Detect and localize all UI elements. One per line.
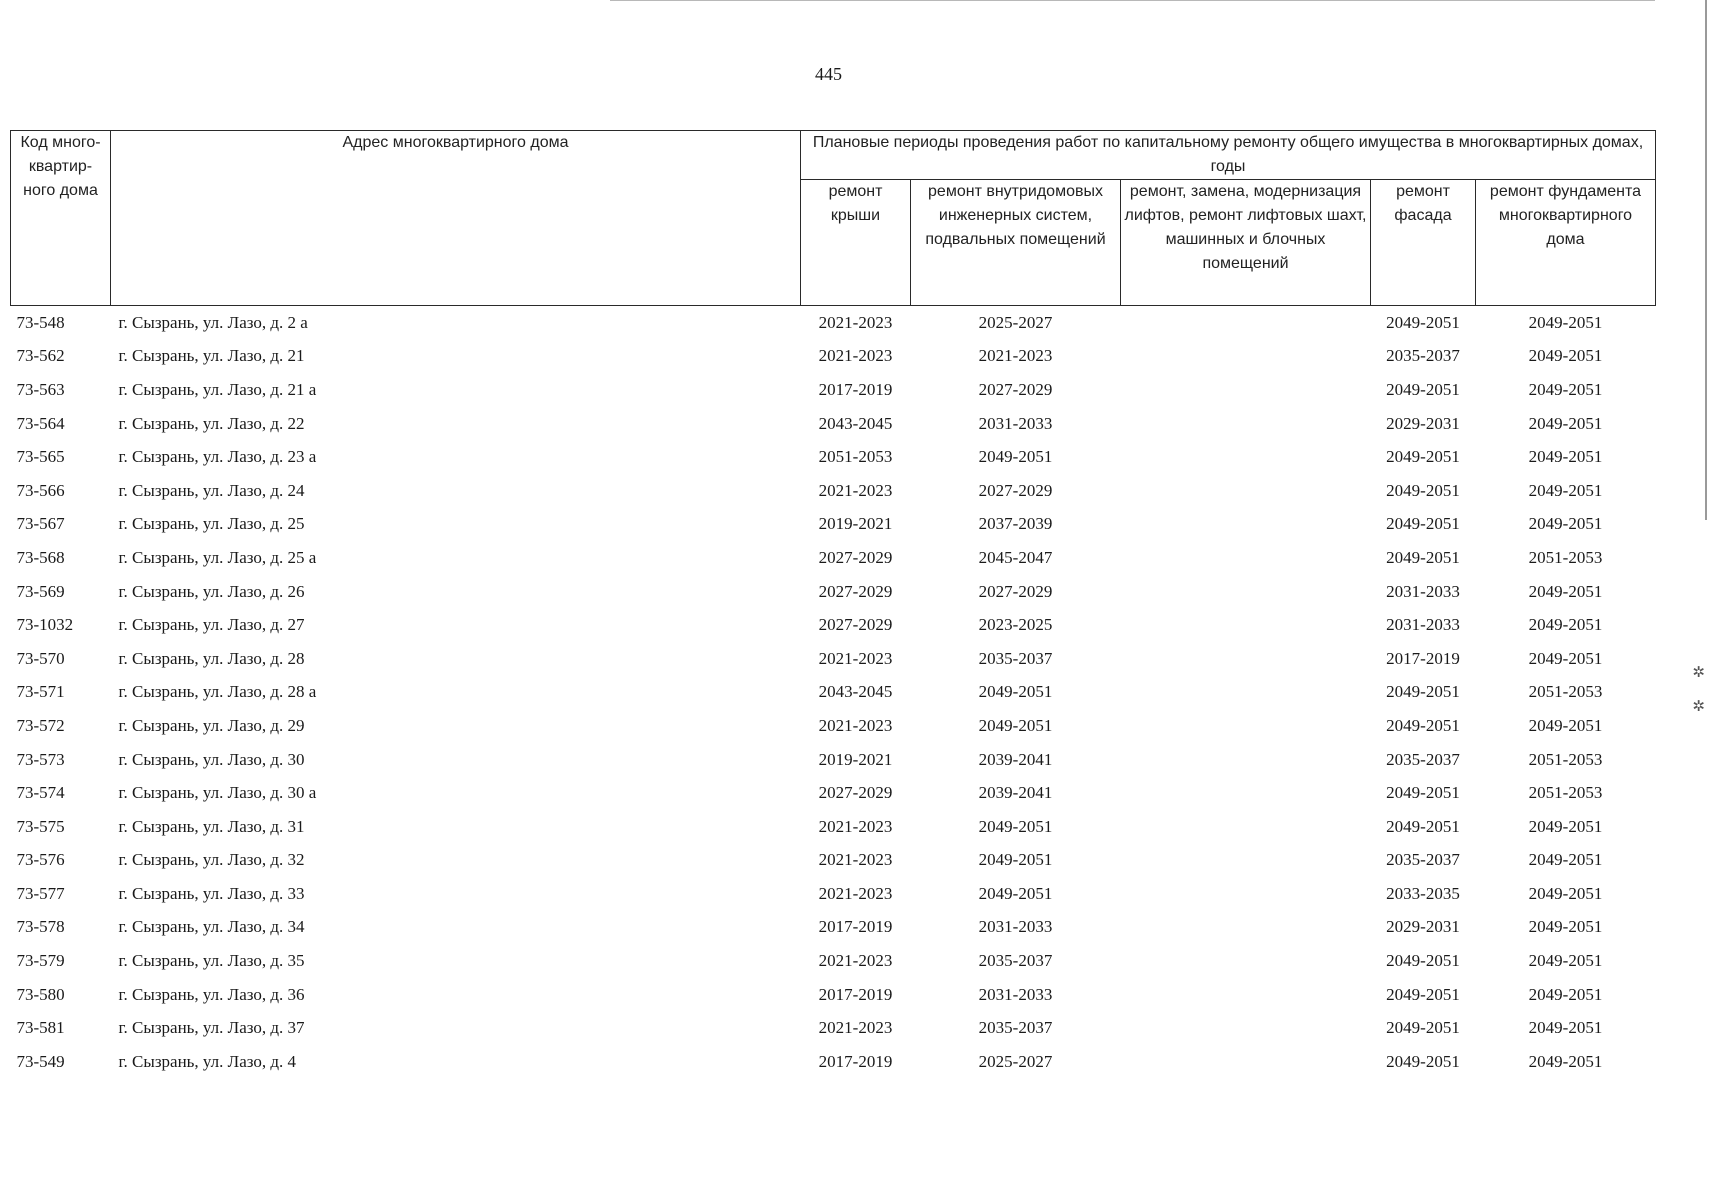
cell-roof: 2021-2023 — [818, 312, 893, 332]
cell-facade: 2035-2037 — [1386, 850, 1460, 870]
cell-roof: 2021-2023 — [818, 715, 893, 735]
cell-code: 73-562 — [16, 346, 65, 366]
cell-roof: 2021-2023 — [818, 1018, 893, 1038]
cell-address: г. Сызрань, ул. Лазо, д. 23 а — [118, 447, 317, 467]
cell-roof: 2021-2023 — [818, 480, 893, 500]
cell-code: 73-568 — [16, 547, 65, 567]
cell-elevators — [1121, 541, 1371, 575]
capital-repair-table — [10, 130, 1656, 1079]
cell-roof: 2021-2023 — [818, 346, 893, 366]
cell-elevators — [1121, 608, 1371, 642]
table-row — [11, 575, 1656, 609]
cell-roof: 2019-2021 — [818, 749, 893, 769]
cell-foundation: 2049-2051 — [1528, 615, 1603, 635]
cell-elevators — [1121, 1045, 1371, 1079]
cell-facade: 2017-2019 — [1386, 648, 1460, 668]
cell-code: 73-572 — [16, 715, 65, 735]
cell-code: 73-576 — [16, 850, 65, 870]
cell-systems: 2037-2039 — [978, 514, 1053, 534]
cell-facade: 2049-2051 — [1386, 1051, 1460, 1071]
cell-roof: 2051-2053 — [818, 447, 893, 467]
cell-roof: 2017-2019 — [818, 379, 893, 399]
cell-elevators — [1121, 743, 1371, 777]
header-foundation: ремонт фундамента многоквартирного дома — [1476, 180, 1656, 306]
cell-address: г. Сызрань, ул. Лазо, д. 21 — [118, 346, 305, 366]
cell-elevators — [1121, 877, 1371, 911]
cell-facade: 2049-2051 — [1386, 715, 1460, 735]
header-address: Адрес многоквартирного дома — [111, 131, 801, 306]
cell-code: 73-571 — [16, 682, 65, 702]
cell-systems: 2027-2029 — [978, 480, 1053, 500]
table-row — [11, 944, 1656, 978]
cell-roof: 2043-2045 — [818, 682, 893, 702]
cell-roof: 2027-2029 — [818, 547, 893, 567]
cell-foundation: 2049-2051 — [1528, 379, 1603, 399]
cell-systems: 2035-2037 — [978, 648, 1053, 668]
cell-code: 73-1032 — [16, 615, 74, 635]
cell-facade: 2049-2051 — [1386, 312, 1460, 332]
cell-address: г. Сызрань, ул. Лазо, д. 29 — [118, 715, 305, 735]
header-code: Код много-квартир-ного дома — [11, 131, 111, 306]
cell-code: 73-567 — [16, 514, 65, 534]
cell-facade: 2031-2033 — [1386, 581, 1460, 601]
cell-systems: 2031-2033 — [978, 984, 1053, 1004]
cell-code: 73-565 — [16, 447, 65, 467]
cell-foundation: 2049-2051 — [1528, 346, 1603, 366]
cell-foundation: 2049-2051 — [1528, 984, 1603, 1004]
cell-systems: 2035-2037 — [978, 951, 1053, 971]
table-row — [11, 1045, 1656, 1079]
cell-address: г. Сызрань, ул. Лазо, д. 27 — [118, 615, 305, 635]
cell-facade: 2035-2037 — [1386, 346, 1460, 366]
cell-address: г. Сызрань, ул. Лазо, д. 30 а — [118, 783, 317, 803]
cell-systems: 2039-2041 — [978, 749, 1053, 769]
cell-elevators — [1121, 676, 1371, 710]
cell-code: 73-563 — [16, 379, 65, 399]
scan-mark: ✲ — [1692, 665, 1705, 681]
cell-code: 73-577 — [16, 883, 65, 903]
table-row — [11, 877, 1656, 911]
cell-address: г. Сызрань, ул. Лазо, д. 4 — [118, 1051, 297, 1071]
cell-address: г. Сызрань, ул. Лазо, д. 28 — [118, 648, 305, 668]
cell-facade: 2049-2051 — [1386, 547, 1460, 567]
cell-foundation: 2051-2053 — [1528, 783, 1603, 803]
table-row — [11, 508, 1656, 542]
table-row — [11, 978, 1656, 1012]
cell-code: 73-581 — [16, 1018, 65, 1038]
cell-elevators — [1121, 575, 1371, 609]
table-row — [11, 776, 1656, 810]
cell-facade: 2031-2033 — [1386, 615, 1460, 635]
cell-systems: 2023-2025 — [978, 615, 1053, 635]
cell-elevators — [1121, 944, 1371, 978]
cell-foundation: 2049-2051 — [1528, 312, 1603, 332]
cell-facade: 2049-2051 — [1386, 514, 1460, 534]
cell-elevators — [1121, 306, 1371, 340]
cell-elevators — [1121, 978, 1371, 1012]
cell-code: 73-573 — [16, 749, 65, 769]
cell-elevators — [1121, 508, 1371, 542]
cell-elevators — [1121, 911, 1371, 945]
header-roof: ремонт крыши — [801, 180, 911, 306]
cell-foundation: 2049-2051 — [1528, 715, 1603, 735]
cell-elevators — [1121, 407, 1371, 441]
cell-foundation: 2051-2053 — [1528, 749, 1603, 769]
cell-roof: 2021-2023 — [818, 648, 893, 668]
cell-code: 73-579 — [16, 951, 65, 971]
cell-systems: 2049-2051 — [978, 447, 1053, 467]
cell-foundation: 2049-2051 — [1528, 816, 1603, 836]
cell-address: г. Сызрань, ул. Лазо, д. 22 — [118, 413, 305, 433]
table-row — [11, 676, 1656, 710]
cell-code: 73-570 — [16, 648, 65, 668]
table-row — [11, 407, 1656, 441]
scan-right-edge — [1705, 0, 1707, 520]
cell-elevators — [1121, 340, 1371, 374]
cell-facade: 2029-2031 — [1386, 413, 1460, 433]
cell-facade: 2049-2051 — [1386, 984, 1460, 1004]
cell-systems: 2045-2047 — [978, 547, 1053, 567]
table-row — [11, 340, 1656, 374]
scan-mark: ✲ — [1692, 699, 1705, 715]
table-row — [11, 743, 1656, 777]
cell-code: 73-566 — [16, 480, 65, 500]
cell-roof: 2021-2023 — [818, 951, 893, 971]
cell-code: 73-574 — [16, 783, 65, 803]
cell-systems: 2025-2027 — [978, 312, 1053, 332]
cell-systems: 2049-2051 — [978, 816, 1053, 836]
cell-systems: 2031-2033 — [978, 413, 1053, 433]
cell-roof: 2043-2045 — [818, 413, 893, 433]
cell-address: г. Сызрань, ул. Лазо, д. 25 — [118, 514, 305, 534]
cell-systems: 2049-2051 — [978, 850, 1053, 870]
cell-address: г. Сызрань, ул. Лазо, д. 32 — [118, 850, 305, 870]
cell-systems: 2025-2027 — [978, 1051, 1053, 1071]
cell-roof: 2027-2029 — [818, 615, 893, 635]
cell-elevators — [1121, 810, 1371, 844]
cell-facade: 2033-2035 — [1386, 883, 1460, 903]
cell-facade: 2049-2051 — [1386, 951, 1460, 971]
cell-roof: 2017-2019 — [818, 1051, 893, 1071]
table-row — [11, 844, 1656, 878]
cell-systems: 2031-2033 — [978, 917, 1053, 937]
header-planned-periods: Плановые периоды проведения работ по капитальному ремонту общего имущества в многоквартирных домах, годы — [801, 131, 1656, 180]
cell-code: 73-575 — [16, 816, 65, 836]
cell-facade: 2049-2051 — [1386, 447, 1460, 467]
cell-systems: 2021-2023 — [978, 346, 1053, 366]
cell-foundation: 2051-2053 — [1528, 682, 1603, 702]
cell-address: г. Сызрань, ул. Лазо, д. 36 — [118, 984, 305, 1004]
table-row — [11, 373, 1656, 407]
cell-facade: 2049-2051 — [1386, 783, 1460, 803]
cell-address: г. Сызрань, ул. Лазо, д. 26 — [118, 581, 305, 601]
cell-systems: 2049-2051 — [978, 682, 1053, 702]
cell-foundation: 2049-2051 — [1528, 850, 1603, 870]
cell-code: 73-580 — [16, 984, 65, 1004]
scan-top-edge — [610, 0, 1655, 1]
cell-address: г. Сызрань, ул. Лазо, д. 37 — [118, 1018, 305, 1038]
table-row — [11, 709, 1656, 743]
cell-roof: 2021-2023 — [818, 850, 893, 870]
table-row — [11, 306, 1656, 340]
cell-address: г. Сызрань, ул. Лазо, д. 35 — [118, 951, 305, 971]
cell-roof: 2017-2019 — [818, 984, 893, 1004]
cell-elevators — [1121, 373, 1371, 407]
table-row — [11, 810, 1656, 844]
cell-systems: 2049-2051 — [978, 715, 1053, 735]
header-facade: ремонт фасада — [1371, 180, 1476, 306]
cell-foundation: 2049-2051 — [1528, 648, 1603, 668]
cell-address: г. Сызрань, ул. Лазо, д. 34 — [118, 917, 305, 937]
cell-address: г. Сызрань, ул. Лазо, д. 25 а — [118, 547, 317, 567]
cell-elevators — [1121, 709, 1371, 743]
cell-foundation: 2051-2053 — [1528, 547, 1603, 567]
cell-elevators — [1121, 844, 1371, 878]
cell-foundation: 2049-2051 — [1528, 951, 1603, 971]
cell-roof: 2017-2019 — [818, 917, 893, 937]
cell-roof: 2027-2029 — [818, 581, 893, 601]
cell-systems: 2035-2037 — [978, 1018, 1053, 1038]
cell-foundation: 2049-2051 — [1528, 413, 1603, 433]
page-number: 445 — [815, 64, 842, 84]
cell-address: г. Сызрань, ул. Лазо, д. 31 — [118, 816, 305, 836]
cell-systems: 2049-2051 — [978, 883, 1053, 903]
cell-facade: 2049-2051 — [1386, 1018, 1460, 1038]
cell-foundation: 2049-2051 — [1528, 514, 1603, 534]
table-row — [11, 911, 1656, 945]
table-row — [11, 608, 1656, 642]
cell-address: г. Сызрань, ул. Лазо, д. 21 а — [118, 379, 317, 399]
cell-address: г. Сызрань, ул. Лазо, д. 30 — [118, 749, 305, 769]
table-row — [11, 474, 1656, 508]
cell-elevators — [1121, 440, 1371, 474]
cell-code: 73-578 — [16, 917, 65, 937]
cell-address: г. Сызрань, ул. Лазо, д. 28 а — [118, 682, 317, 702]
cell-facade: 2049-2051 — [1386, 816, 1460, 836]
cell-foundation: 2049-2051 — [1528, 1051, 1603, 1071]
cell-foundation: 2049-2051 — [1528, 883, 1603, 903]
cell-foundation: 2049-2051 — [1528, 917, 1603, 937]
cell-foundation: 2049-2051 — [1528, 1018, 1603, 1038]
cell-code: 73-564 — [16, 413, 65, 433]
header-systems: ремонт внутридомовых инженерных систем, подвальных помещений — [911, 180, 1121, 306]
table-row — [11, 642, 1656, 676]
cell-facade: 2035-2037 — [1386, 749, 1460, 769]
cell-roof: 2021-2023 — [818, 816, 893, 836]
header-elevators: ремонт, замена, модернизация лифтов, ремонт лифтовых шахт, машинных и блочных помещений — [1121, 180, 1371, 306]
cell-roof: 2019-2021 — [818, 514, 893, 534]
cell-elevators — [1121, 474, 1371, 508]
cell-foundation: 2049-2051 — [1528, 480, 1603, 500]
cell-foundation: 2049-2051 — [1528, 447, 1603, 467]
cell-code: 73-569 — [16, 581, 65, 601]
cell-facade: 2049-2051 — [1386, 480, 1460, 500]
cell-roof: 2021-2023 — [818, 883, 893, 903]
table-row — [11, 440, 1656, 474]
cell-elevators — [1121, 642, 1371, 676]
cell-roof: 2027-2029 — [818, 783, 893, 803]
cell-foundation: 2049-2051 — [1528, 581, 1603, 601]
cell-address: г. Сызрань, ул. Лазо, д. 2 а — [118, 312, 308, 332]
cell-code: 73-549 — [16, 1051, 65, 1071]
cell-facade: 2049-2051 — [1386, 379, 1460, 399]
cell-code: 73-548 — [16, 312, 65, 332]
cell-address: г. Сызрань, ул. Лазо, д. 24 — [118, 480, 305, 500]
cell-elevators — [1121, 776, 1371, 810]
cell-facade: 2029-2031 — [1386, 917, 1460, 937]
table-row — [11, 1011, 1656, 1045]
cell-facade: 2049-2051 — [1386, 682, 1460, 702]
cell-systems: 2027-2029 — [978, 581, 1053, 601]
cell-elevators — [1121, 1011, 1371, 1045]
table-row — [11, 541, 1656, 575]
cell-systems: 2027-2029 — [978, 379, 1053, 399]
cell-address: г. Сызрань, ул. Лазо, д. 33 — [118, 883, 305, 903]
cell-systems: 2039-2041 — [978, 783, 1053, 803]
